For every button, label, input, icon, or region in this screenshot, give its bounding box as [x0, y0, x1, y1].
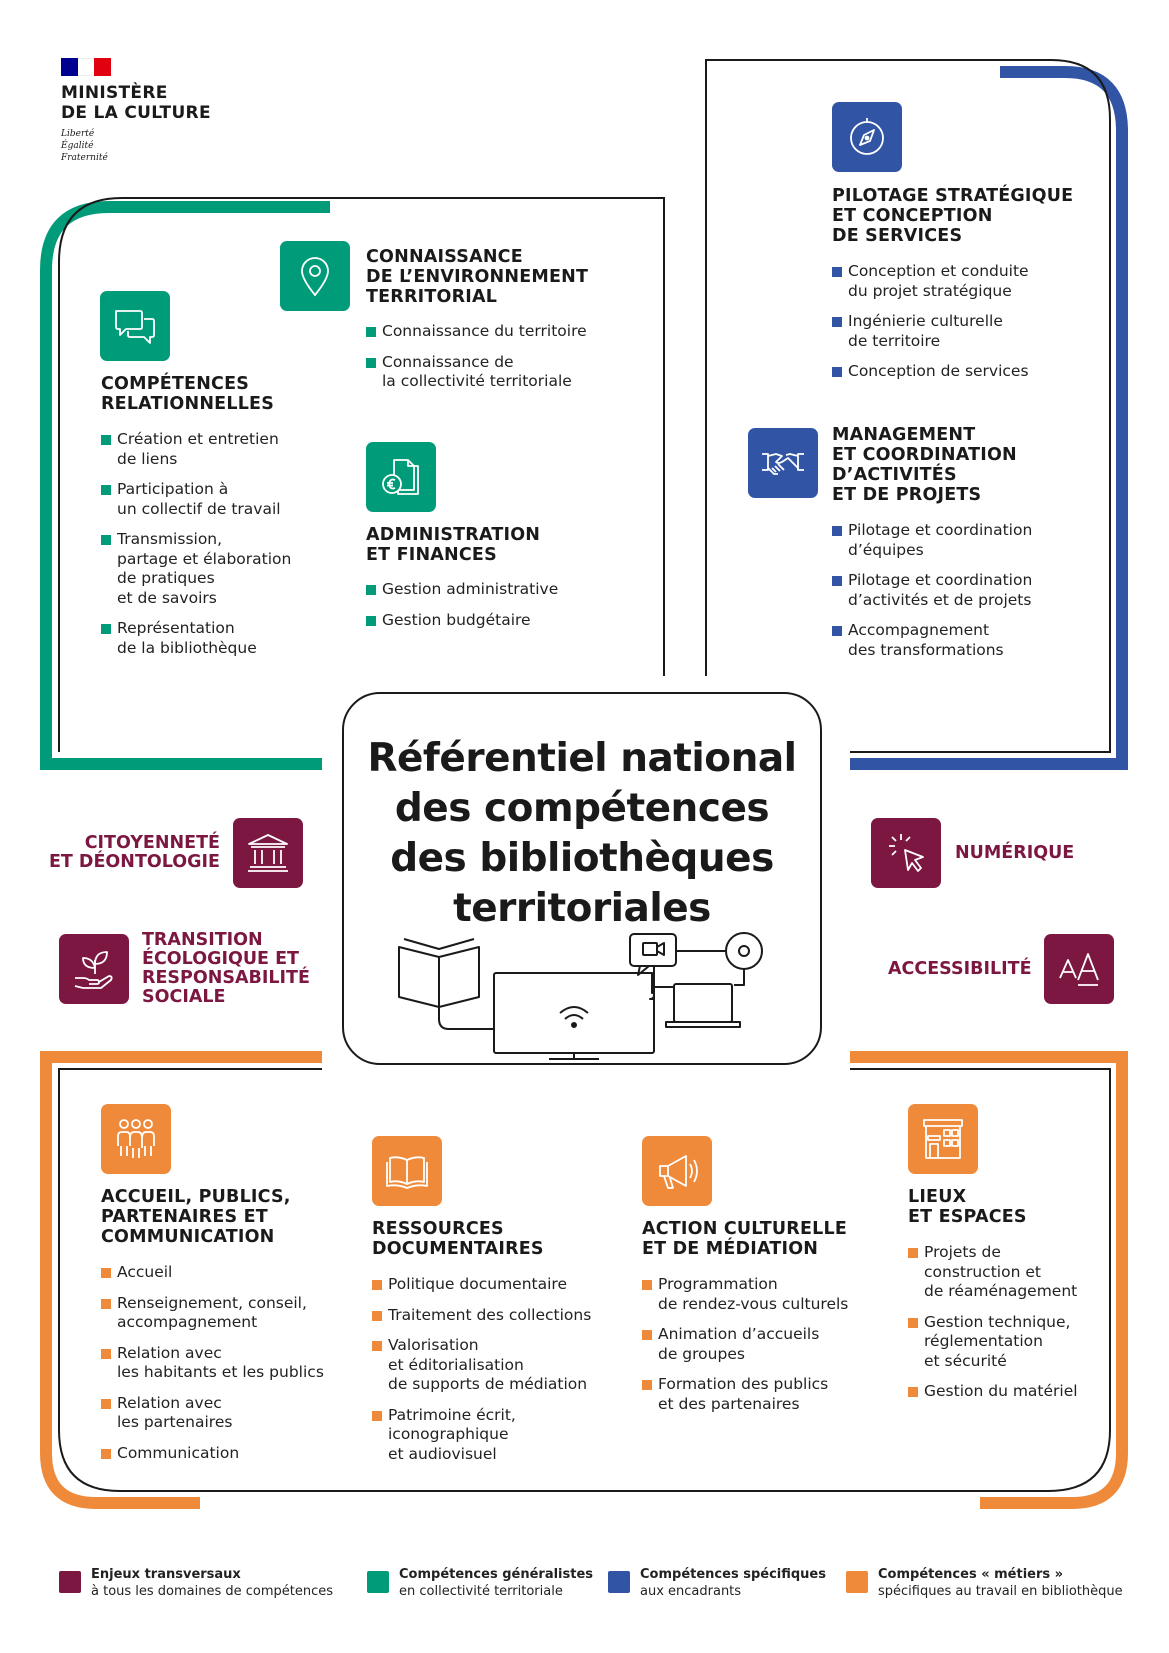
numerique-label: NUMÉRIQUE [955, 843, 1075, 863]
devices-illustration [394, 929, 784, 1064]
administration-title: ADMINISTRATION ET FINANCES [366, 525, 541, 565]
transition-label: TRANSITION ÉCOLOGIQUE ET RESPONSABILITÉ SOCIALE [142, 930, 310, 1007]
numerique-icon-tile [871, 818, 941, 888]
action-title: ACTION CULTURELLE ET DE MÉDIATION [642, 1219, 847, 1259]
legend-swatch-blue [608, 1571, 630, 1593]
transition-icon-tile [59, 934, 129, 1004]
relationnelles-icon-tile [100, 291, 170, 361]
administration-list [366, 580, 558, 641]
megaphone-icon [654, 1148, 700, 1194]
administration-icon-tile [366, 442, 436, 512]
list-item: Représentation de la bibliothèque [101, 619, 291, 658]
environnement-list [366, 322, 587, 403]
list-item: Traitement des collections [372, 1306, 591, 1326]
ministry-name: MINISTÈRE DE LA CULTURE [61, 83, 211, 123]
speech-bubbles-icon [112, 303, 158, 349]
relationnelles-list [101, 430, 291, 669]
list-item: Gestion technique, réglementation et sécurité [908, 1313, 1078, 1372]
people-group-icon [113, 1116, 159, 1162]
ressources-title: RESSOURCES DOCUMENTAIRES [372, 1219, 544, 1259]
open-book-icon [384, 1148, 430, 1194]
accueil-title: ACCUEIL, PUBLICS, PARTENAIRES ET COMMUNICATION [101, 1187, 291, 1247]
pilotage-title: PILOTAGE STRATÉGIQUE ET CONCEPTION DE SERVICES [832, 186, 1074, 246]
plant-hand-icon [71, 946, 117, 992]
compass-icon [844, 114, 890, 160]
list-item: Renseignement, conseil, accompagnement [101, 1294, 324, 1333]
list-item: Gestion budgétaire [366, 611, 558, 631]
relationnelles-title: COMPÉTENCES RELATIONNELLES [101, 374, 274, 414]
legend-item: Compétences généralistes en collectivité territoriale [399, 1567, 594, 1599]
list-item: Accueil [101, 1263, 324, 1283]
list-item: Pilotage et coordination d’activités et de projets [832, 571, 1032, 610]
lieux-list [908, 1243, 1078, 1413]
institution-icon [245, 830, 291, 876]
list-item: Communication [101, 1444, 324, 1464]
list-item: Connaissance du territoire [366, 322, 587, 342]
accueil-icon-tile [101, 1104, 171, 1174]
pilotage-list [832, 262, 1029, 393]
citoyennete-icon-tile [233, 818, 303, 888]
management-list [832, 521, 1032, 671]
list-item: Animation d’accueils de groupes [642, 1325, 848, 1364]
list-item: Transmission, partage et élaboration de pratiques et de savoirs [101, 530, 291, 608]
legend-swatch-wine [59, 1571, 81, 1593]
lieux-icon-tile [908, 1104, 978, 1174]
list-item: Relation avec les partenaires [101, 1394, 324, 1433]
accessibilite-label: ACCESSIBILITÉ [888, 959, 1032, 979]
list-item: Accompagnement des transformations [832, 621, 1032, 660]
legend-item: Enjeux transversaux à tous les domaines de compétences [91, 1567, 334, 1599]
action-icon-tile [642, 1136, 712, 1206]
accueil-list [101, 1263, 324, 1474]
citoyennete-label: CITOYENNETÉ ET DÉONTOLOGIE [48, 833, 220, 872]
list-item: Conception et conduite du projet stratégique [832, 262, 1029, 301]
list-item: Projets de construction et de réaménagement [908, 1243, 1078, 1302]
list-item: Formation des publics et des partenaires [642, 1375, 848, 1414]
pilotage-icon-tile [832, 102, 902, 172]
accessibilite-icon-tile [1044, 934, 1114, 1004]
location-pin-icon [292, 253, 338, 299]
list-item: Programmation de rendez-vous culturels [642, 1275, 848, 1314]
list-item: Politique documentaire [372, 1275, 591, 1295]
list-item: Conception de services [832, 362, 1029, 382]
environnement-icon-tile [280, 241, 350, 311]
ressources-icon-tile [372, 1136, 442, 1206]
legend-swatch-orange [846, 1571, 868, 1593]
action-list [642, 1275, 848, 1425]
list-item: Gestion du matériel [908, 1382, 1078, 1402]
text-size-icon [1056, 946, 1102, 992]
list-item: Participation à un collectif de travail [101, 480, 291, 519]
euro-documents-icon [378, 454, 424, 500]
list-item: Relation avec les habitants et les publics [101, 1344, 324, 1383]
legend-item: Compétences spécifiques aux encadrants [640, 1567, 826, 1599]
management-title: MANAGEMENT ET COORDINATION D’ACTIVITÉS ET DE PROJETS [832, 425, 1017, 505]
list-item: Patrimoine écrit, iconographique et audiovisuel [372, 1406, 591, 1465]
management-icon-tile [748, 428, 818, 498]
list-item: Ingénierie culturelle de territoire [832, 312, 1029, 351]
main-title: Référentiel national des compétences des bibliothèques territoriales [367, 736, 797, 931]
building-icon [920, 1116, 966, 1162]
cursor-click-icon [883, 830, 929, 876]
environnement-title: CONNAISSANCE DE L’ENVIRONNEMENT TERRITORIAL [366, 247, 589, 307]
legend-item: Compétences « métiers » spécifiques au travail en bibliothèque [878, 1567, 1123, 1599]
list-item: Gestion administrative [366, 580, 558, 600]
list-item: Création et entretien de liens [101, 430, 291, 469]
main-title-box [342, 692, 822, 1065]
handshake-icon [760, 440, 806, 486]
list-item: Pilotage et coordination d’équipes [832, 521, 1032, 560]
legend-swatch-green [367, 1571, 389, 1593]
ressources-list [372, 1275, 591, 1475]
ministry-motto: Liberté Égalité Fraternité [61, 129, 108, 163]
list-item: Connaissance de la collectivité territoriale [366, 353, 587, 392]
lieux-title: LIEUX ET ESPACES [908, 1187, 1027, 1227]
list-item: Valorisation et éditorialisation de supports de médiation [372, 1336, 591, 1395]
